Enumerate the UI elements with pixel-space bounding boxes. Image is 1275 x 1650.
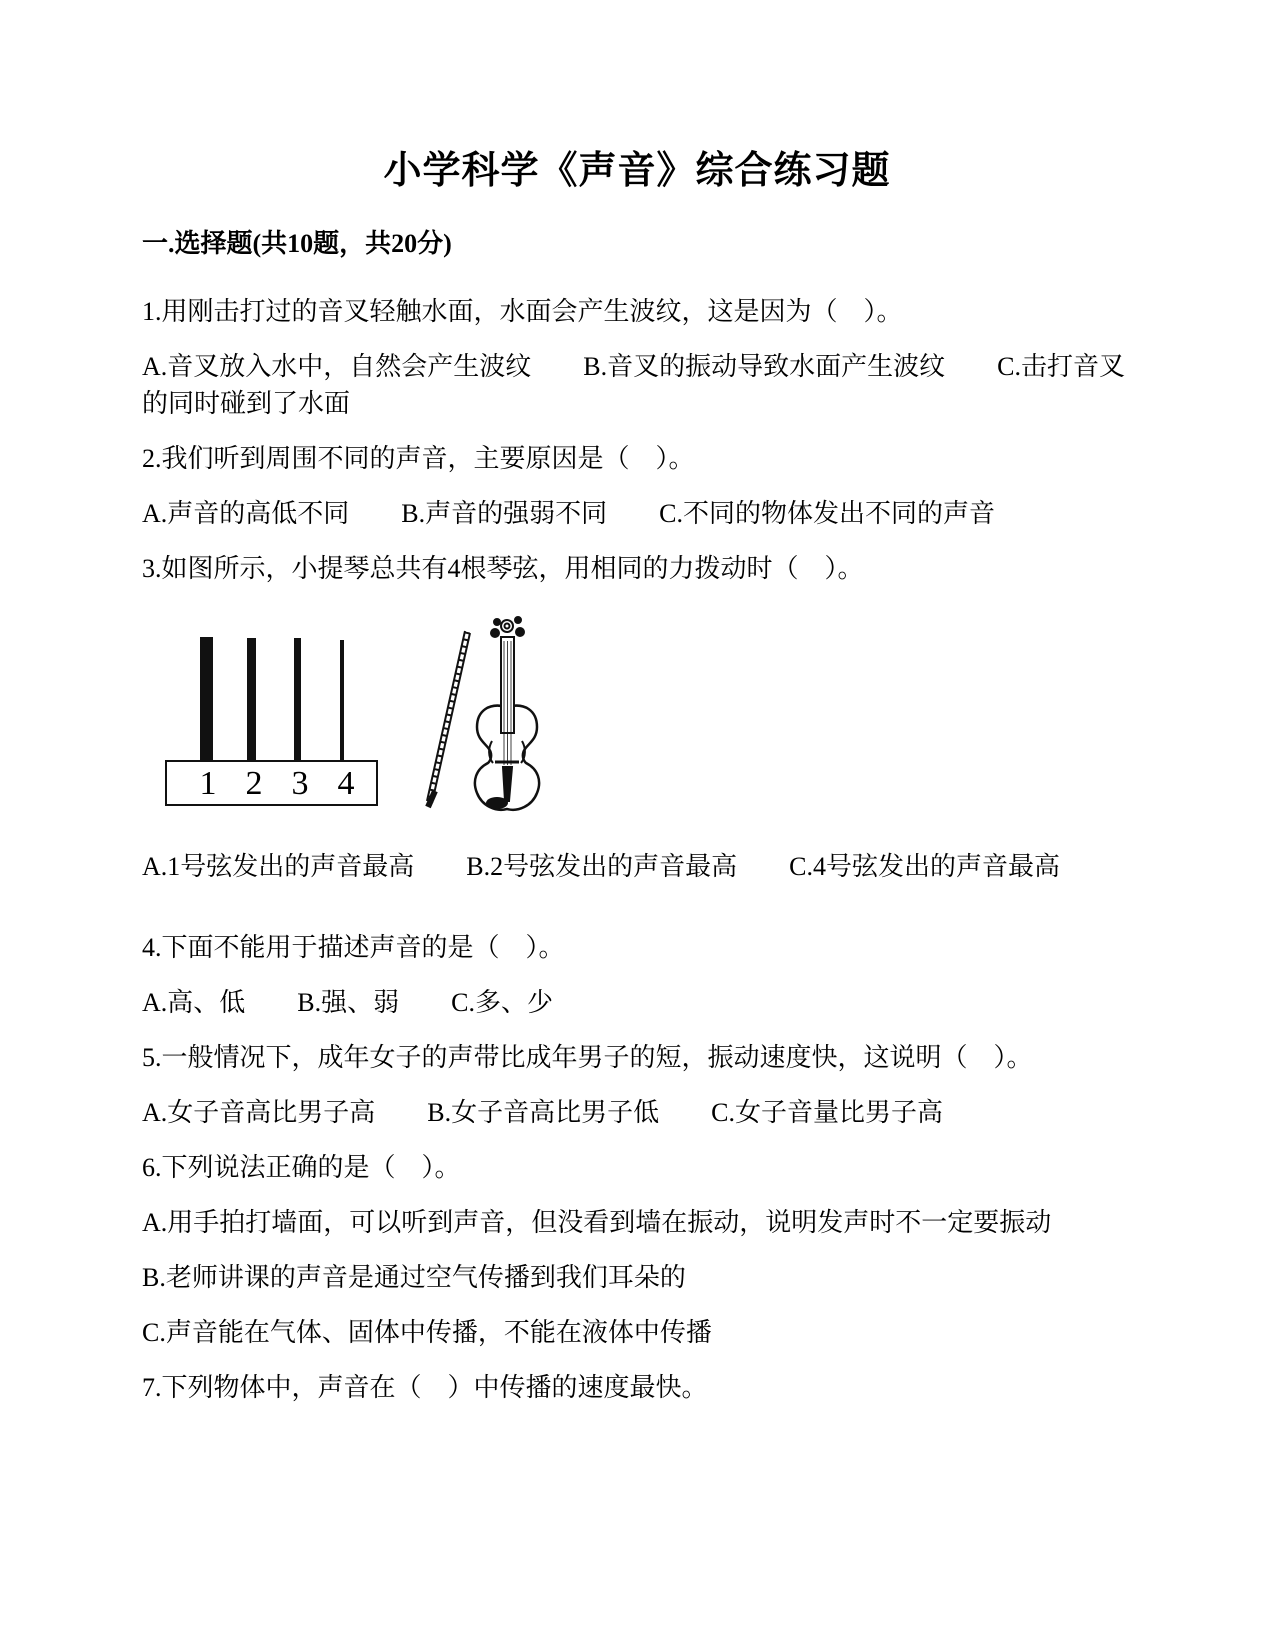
string-bar-3 xyxy=(294,638,301,762)
question-2-stem: 2.我们听到周围不同的声音，主要原因是（ ）。 xyxy=(142,444,695,473)
question-3-option-a: A.1号弦发出的声音最高 xyxy=(142,852,415,881)
question-1-options xyxy=(142,348,1132,422)
string-bar-1 xyxy=(200,637,213,762)
question-3-stem: 3.如图所示，小提琴总共有4根琴弦，用相同的力拨动时（ ）。 xyxy=(142,554,864,583)
question-5-option-b: B.女子音高比男子低 xyxy=(427,1098,660,1127)
question-2-option-a: A.声音的高低不同 xyxy=(142,499,350,528)
question-2-options xyxy=(142,495,1132,532)
string-bar-2 xyxy=(247,638,256,762)
question-2-option-b: B.声音的强弱不同 xyxy=(401,499,608,528)
violin-and-bow-illustration xyxy=(425,615,550,815)
question-3-option-c: C.4号弦发出的声音最高 xyxy=(789,852,1060,881)
question-1-option-c: C.击打音叉的同时碰到了水面 xyxy=(142,352,1125,418)
page-title: 小学科学《声音》综合练习题 xyxy=(383,150,891,192)
question-7-stem: 7.下列物体中，声音在（ ）中传播的速度最快。 xyxy=(142,1373,708,1402)
string-label-1: 1 xyxy=(199,765,217,802)
question-6-stem: 6.下列说法正确的是（ ）。 xyxy=(142,1153,461,1182)
question-6-option-b: B.老师讲课的声音是通过空气传播到我们耳朵的 xyxy=(142,1263,686,1292)
question-6-option-a: A.用手拍打墙面，可以听到声音，但没看到墙在振动，说明发声时不一定要振动 xyxy=(142,1208,1052,1237)
question-6-option-c: C.声音能在气体、固体中传播，不能在液体中传播 xyxy=(142,1318,712,1347)
question-4-options xyxy=(142,984,1132,1021)
string-label-3: 3 xyxy=(291,765,309,802)
question-5-options xyxy=(142,1094,1132,1131)
question-3-options xyxy=(142,848,1132,885)
string-number-box xyxy=(165,760,378,806)
question-4-option-b: B.强、弱 xyxy=(297,988,400,1017)
string-label-2: 2 xyxy=(245,765,263,802)
question-5-stem: 5.一般情况下，成年女子的声带比成年男子的短，振动速度快，这说明（ ）。 xyxy=(142,1043,1033,1072)
question-1-option-b: B.音叉的振动导致水面产生波纹 xyxy=(583,352,946,381)
worksheet-page xyxy=(142,0,1132,1424)
question-4-stem: 4.下面不能用于描述声音的是（ ）。 xyxy=(142,933,565,962)
string-bar-4 xyxy=(340,640,344,762)
question-4-option-a: A.高、低 xyxy=(142,988,246,1017)
question-2-option-c: C.不同的物体发出不同的声音 xyxy=(659,499,995,528)
string-label-4: 4 xyxy=(337,765,355,802)
question-1-option-a: A.音叉放入水中，自然会产生波纹 xyxy=(142,352,532,381)
question-3-figure xyxy=(142,627,1132,812)
question-5-option-a: A.女子音高比男子高 xyxy=(142,1098,376,1127)
section-heading: 一.选择题(共10题，共20分) xyxy=(142,229,452,258)
question-1-stem: 1.用刚击打过的音叉轻触水面，水面会产生波纹，这是因为（ ）。 xyxy=(142,297,903,326)
question-5-option-c: C.女子音量比男子高 xyxy=(711,1098,943,1127)
question-4-option-c: C.多、少 xyxy=(451,988,553,1017)
question-3-option-b: B.2号弦发出的声音最高 xyxy=(466,852,738,881)
